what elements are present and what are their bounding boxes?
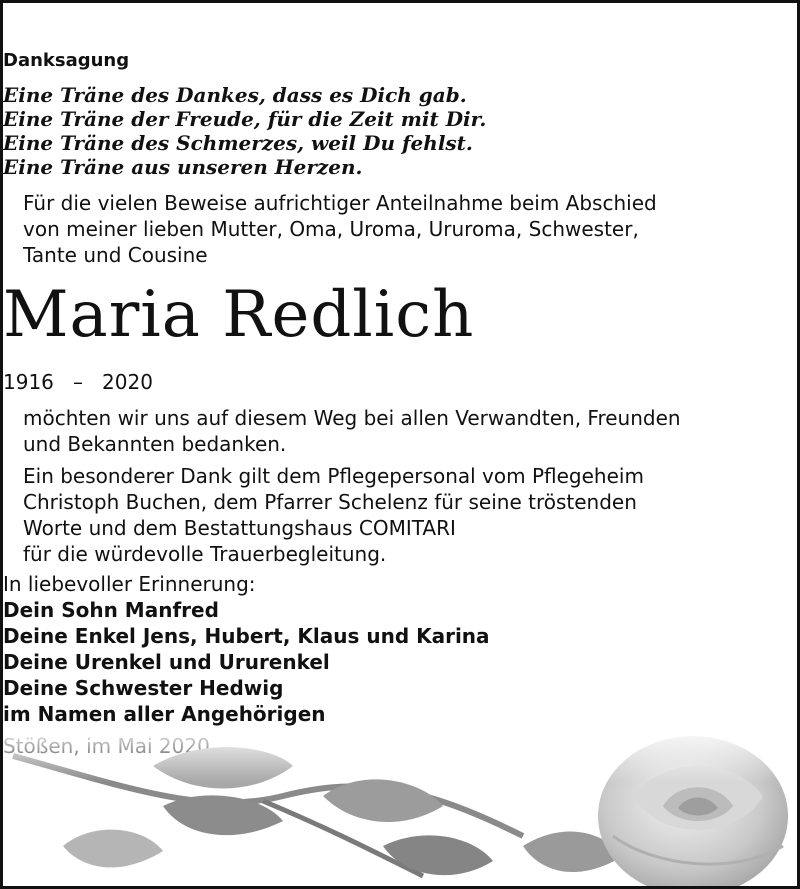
- special-thanks-line: Worte und dem Bestattungshaus COMITARI: [23, 516, 456, 540]
- thanks-line: und Bekannten bedanken.: [23, 432, 287, 456]
- poem: [3, 83, 797, 179]
- special-thanks-line: Christoph Buchen, dem Pfarrer Schelenz für seine tröstenden: [23, 490, 637, 514]
- signature-block: [3, 571, 797, 727]
- signature-line: im Namen aller Angehörigen: [3, 702, 326, 726]
- special-thanks-line: Ein besonderer Dank gilt dem Pflegepersonal vom Pflegeheim: [23, 464, 644, 488]
- thanks-paragraph: [23, 405, 777, 457]
- poem-line: Eine Träne des Schmerzes, weil Du fehlst.: [3, 131, 473, 155]
- special-thanks-line: für die würdevolle Trauerbegleitung.: [23, 542, 387, 566]
- intro-line: Für die vielen Beweise aufrichtiger Anteilnahme beim Abschied: [23, 191, 657, 215]
- thanks-line: möchten wir uns auf diesem Weg bei allen Verwandten, Freunden: [23, 406, 681, 430]
- intro-line: Tante und Cousine: [23, 243, 208, 267]
- signature-line: Dein Sohn Manfred: [3, 598, 219, 622]
- intro-line: von meiner lieben Mutter, Oma, Uroma, Ururoma, Schwester,: [23, 217, 639, 241]
- signature-line: Deine Enkel Jens, Hubert, Klaus und Karina: [3, 624, 490, 648]
- poem-line: Eine Träne der Freude, für die Zeit mit Dir.: [3, 107, 487, 131]
- special-thanks-paragraph: [23, 463, 777, 567]
- signature-line: Deine Schwester Hedwig: [3, 676, 284, 700]
- life-dates: 1916 – 2020: [3, 370, 153, 394]
- signature-line: Deine Urenkel und Ururenkel: [3, 650, 330, 674]
- poem-line: Eine Träne des Dankes, dass es Dich gab.: [3, 83, 467, 107]
- rose-illustration-icon: [3, 726, 797, 886]
- intro-paragraph: [23, 190, 777, 268]
- notice-heading: Danksagung: [3, 50, 130, 71]
- poem-line: Eine Träne aus unseren Herzen.: [3, 155, 363, 179]
- signature-intro: In liebevoller Erinnerung:: [3, 572, 256, 596]
- deceased-name: Maria Redlich: [3, 278, 475, 352]
